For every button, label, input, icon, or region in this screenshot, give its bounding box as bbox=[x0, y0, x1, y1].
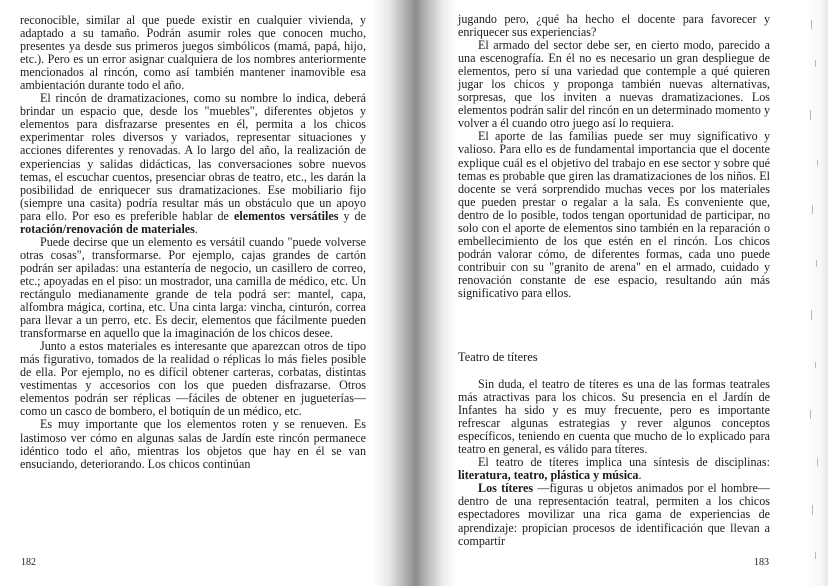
page-edge-marks bbox=[806, 0, 828, 586]
right-page bbox=[456, 0, 828, 586]
paragraph: Puede decirse que un elemento es versátil cuando "puede volverse otras cosas", transformarse. Por ejemplo, cajas grandes de cartón podrán ser apiladas: una estantería de negocio, un casillero de correo, etc.; apoyadas en el piso: un mostrador, una camilla de médico, etc. Un rectángulo medianamente grande de tela podrá ser: mantel, capa, alfombra mágica, cortina, etc. Una cinta larga: vincha, cinturón, correa para llevar a un perro, etc. Es decir, elementos que fácilmente pueden transformarse en aquello que la imaginación de los chicos desee. bbox=[20, 234, 366, 341]
end-punct: . bbox=[638, 468, 642, 483]
bold-term: elementos versátiles bbox=[233, 208, 339, 223]
edge-mark bbox=[816, 260, 817, 267]
paragraph-text: El rincón de dramatizaciones, como su nombre lo indica, deberá brindar un espacio que, desde los "muebles", diferentes objetos y elementos para disfrazarse presentes en él, permita a los chicos experimentar roles diversos y variados, representar situaciones y acciones diferentes y renovadas. A lo largo del año, la realización de experiencias y salidas didácticas, las conversaciones sobre nuevos temas, el escuchar cuentos, presenciar obras de teatro, etc., les darán la posibilidad de enriquecer sus dramatizaciones. Ese mobiliario fijo (siempre una casita) podría resultar más un obstáculo que un apoyo para ello. Por eso es preferible hablar de bbox=[20, 91, 366, 223]
paragraph-text: El teatro de títeres implica una síntesis de disciplinas: bbox=[478, 455, 770, 470]
paragraph: El armado del sector debe ser, en cierto modo, parecido a una escenografía. En él no es necesario un gran despliegue de elementos, pero sí una variedad que contemple a qué quieren jugar los chicos y proponga también nuevas alternativas, sorpresas, que los inviten a nuevas dramatizaciones. Los elementos podrán salir del rincón en un determinado momento y volver a él cuando otro juego así lo requiera. bbox=[458, 38, 770, 131]
edge-mark bbox=[810, 110, 811, 120]
edge-mark bbox=[812, 505, 813, 515]
left-page bbox=[0, 0, 372, 586]
edge-mark bbox=[815, 552, 816, 559]
paragraph-text: —figuras u objetos animados por el hombre— dentro de una representación teatral, permiten a los chicos espectadores movilizar una rica gama de experiencias de aprendizaje: propician procesos de identificación que llevan a compartir bbox=[458, 481, 770, 548]
page-number-left: 182 bbox=[21, 557, 36, 568]
bold-term: rotación/renovación de materiales bbox=[20, 221, 195, 236]
edge-mark bbox=[817, 160, 818, 166]
right-page-text bbox=[458, 13, 770, 300]
joiner-text: y de bbox=[338, 208, 366, 223]
paragraph: Es muy importante que los elementos roten y se renueven. Es lastimoso ver cómo en algunas salas de Jardín este rincón permanece idéntico todo el año, mientras los objetos que hay en él se van ensuciando, deteriorando. Los chicos continúan bbox=[20, 417, 366, 471]
edge-mark bbox=[815, 60, 816, 67]
edge-mark bbox=[810, 410, 811, 419]
edge-mark bbox=[811, 310, 812, 320]
paragraph: El aporte de las familias puede ser muy significativo y valioso. Para ello es de fundamental importancia que el docente explique cuál es el objetivo del trabajo en ese sector y sobre qué temas es probable que giren las dramatizaciones de los niños. El docente se verá sorprendido muchas veces por los materiales que pueden prestar o regalar a la sala. Es conveniente que, dentro de lo posible, todos tengan oportunidad de participar, no solo con el aporte de elementos sino también en la reparación o embellecimiento de los que estén en el rincón. Los chicos podrán valorar cómo, de diferentes formas, cada uno puede contribuir con su "granito de arena" en el armado, cuidado y renovación constante de ese espacio, resultando aún más significativo para ellos. bbox=[458, 129, 770, 300]
left-page-text bbox=[20, 14, 366, 471]
edge-mark bbox=[817, 458, 818, 466]
paragraph: Junto a estos materiales es interesante que aparezcan otros de tipo más figurativo, tomados de la realidad o réplicas lo más fieles posible de ella. Por ejemplo, no es difícil obtener carteras, corbatas, distintas vestimentas y accesorios con los que pueden disfrazarse. Otros elementos podrán ser réplicas —fáciles de obtener en jugueterías— como un casco de bombero, el botiquín de un médico, etc. bbox=[20, 339, 366, 419]
bold-term: literatura, teatro, plástica y música bbox=[458, 468, 639, 483]
paragraph bbox=[458, 456, 770, 482]
paragraph: reconocible, similar al que puede existir en cualquier vivienda, y adaptado a su tamaño. Podrán asumir roles que conocen mucho, presentes ya desde sus primeros juegos simbólicos (mamá, papá, hijo, etc.). Pero es un error asignar cualquiera de los nombres anteriormente mencionados al rincón, como así también mantener inamovible esa ambientación durante todo el año. bbox=[20, 13, 366, 93]
edge-mark bbox=[815, 362, 816, 368]
paragraph bbox=[20, 92, 366, 236]
section-heading: Teatro de títeres bbox=[458, 350, 538, 364]
edge-mark bbox=[812, 205, 813, 214]
right-page-section-text bbox=[458, 378, 770, 548]
book-spine-shadow bbox=[372, 0, 456, 586]
paragraph bbox=[458, 482, 770, 547]
paragraph: Sin duda, el teatro de títeres es una de las formas teatrales más atractivas para los chicos. Su presencia en el Jardín de Infantes ha sido y es muy frecuente, pero es importante refrescar algunas estrategias y rever algunos conceptos específicos, teniendo en cuenta que mucho de lo explicado para teatro en general, es válido para títeres. bbox=[458, 377, 770, 457]
page-number-right: 183 bbox=[754, 557, 769, 568]
paragraph: jugando pero, ¿qué ha hecho el docente para favorecer y enriquecer sus experiencias? bbox=[458, 12, 770, 40]
edge-mark bbox=[811, 20, 812, 29]
bold-term: Los títeres bbox=[478, 481, 534, 496]
end-punct: . bbox=[194, 221, 198, 236]
